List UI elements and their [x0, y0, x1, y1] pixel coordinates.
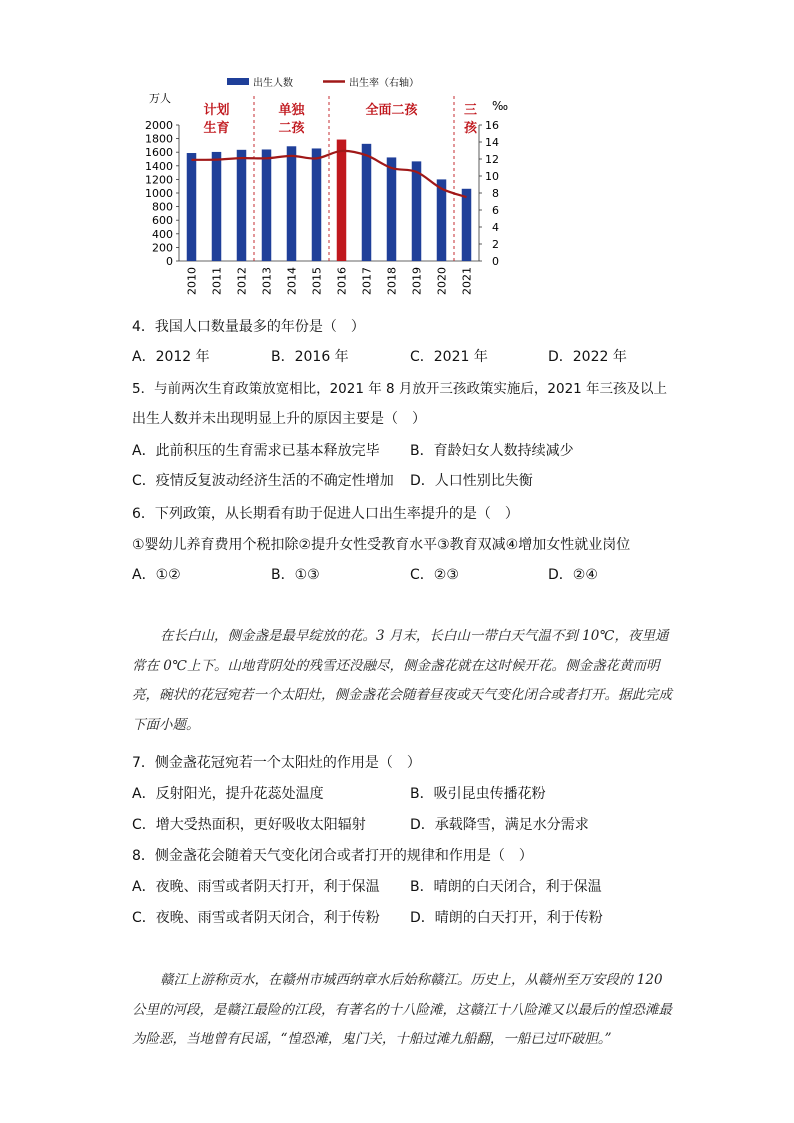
q6-option-c[interactable]: C．②③	[410, 567, 459, 583]
q6-stem: 6．下列政策，从长期看有助于促进人口出生率提升的是（ ）	[132, 506, 519, 522]
left-tick-label: 800	[152, 200, 173, 214]
x-tick-label: 2013	[260, 267, 274, 295]
right-tick-label: 10	[485, 170, 499, 183]
right-tick-label: 0	[492, 255, 499, 268]
phase-label-line1: 单独	[278, 103, 305, 118]
left-tick-label: 1000	[145, 187, 173, 200]
right-tick-label: 6	[492, 204, 499, 217]
phase-label-line2: 孩	[463, 121, 478, 136]
q8-stem: 8．侧金盏花会随着天气变化闭合或者打开的规律和作用是（ ）	[132, 848, 533, 864]
x-tick-label: 2018	[385, 267, 399, 295]
left-tick-label: 2000	[145, 119, 173, 132]
x-tick-label: 2019	[410, 267, 424, 295]
bar-2011	[212, 152, 222, 261]
q5-option-d[interactable]: D．人口性别比失衡	[410, 473, 533, 489]
phase-label-line2: 二孩	[278, 121, 305, 136]
q7-option-a[interactable]: A．反射阳光，提升花蕊处温度	[132, 786, 324, 802]
q7-option-c[interactable]: C．增大受热面积，更好吸收太阳辐射	[132, 817, 366, 833]
x-tick-label: 2015	[310, 267, 324, 295]
left-tick-label: 0	[166, 255, 173, 268]
left-tick-label: 1800	[145, 132, 173, 146]
right-tick-label: 16	[485, 119, 499, 132]
bar-2019	[412, 161, 422, 261]
passage-changbaishan: 在长白山，侧金盏是最早绽放的花。3 月末，长白山一带白天气温不到 10℃，夜里通常在 0℃上下。山地背阴处的残雪还没融尽，侧金盏花就在这时候开花。侧金盏花黄而明亮，碗状的花冠宛若一个太阳灶，侧金盏花会随着昼夜或天气变化闭合或者打开。据此完成下面小题。	[132, 628, 672, 733]
q7-option-d[interactable]: D．承载降雪，满足水分需求	[410, 817, 589, 833]
phase-label-line1: 三	[463, 103, 478, 118]
left-axis-unit: 万人	[149, 92, 171, 105]
phase-label-line1: 计划	[203, 103, 230, 118]
q8-option-b[interactable]: B．晴朗的白天闭合，利于保温	[410, 879, 602, 895]
q4-option-d[interactable]: D．2022 年	[548, 349, 627, 365]
q7-stem: 7．侧金盏花冠宛若一个太阳灶的作用是（ ）	[132, 755, 421, 771]
x-tick-label: 2021	[460, 267, 474, 295]
left-tick-label: 1200	[145, 173, 173, 187]
q8-option-d[interactable]: D．晴朗的白天打开，利于传粉	[410, 910, 603, 926]
q8-option-a[interactable]: A．夜晚、雨雪或者阴天打开，利于保温	[132, 879, 380, 895]
left-tick-label: 400	[152, 227, 173, 241]
right-tick-label: 8	[492, 187, 499, 200]
passage-ganjiang: 赣江上游称贡水，在赣州市城西纳章水后始称赣江。历史上，从赣州至万安段的 120 公里的河段，是赣江最险的江段，有著名的十八险滩，这赣江十八险滩又以最后的惶恐滩最为险恶，当地曾有民谣，“惶恐滩，鬼门关，十船过滩九船翻，一船已过吓破胆。”	[132, 972, 672, 1047]
q4-option-c[interactable]: C．2021 年	[410, 349, 488, 365]
bar-2013	[262, 149, 272, 261]
bar-2021	[462, 189, 472, 261]
x-tick-label: 2017	[360, 267, 374, 295]
right-tick-label: 14	[485, 136, 499, 149]
bar-2014	[287, 146, 297, 261]
right-tick-label: 2	[492, 238, 499, 251]
x-tick-label: 2016	[335, 267, 349, 295]
q5-stem-line2: 出生人数并未出现明显上升的原因主要是（ ）	[132, 411, 426, 427]
q5-option-b[interactable]: B．育龄妇女人数持续减少	[410, 443, 574, 459]
x-tick-label: 2010	[185, 267, 199, 295]
legend-line-label: 出生率（右轴）	[349, 78, 419, 89]
legend-bar-label: 出生人数	[253, 78, 293, 89]
q6-option-b[interactable]: B．①③	[271, 567, 320, 583]
phase-label-line2: 生育	[203, 121, 230, 136]
x-tick-label: 2012	[235, 267, 249, 295]
q4-option-b[interactable]: B．2016 年	[271, 349, 349, 365]
bar-2016	[337, 140, 347, 261]
q6-option-d[interactable]: D．②④	[548, 567, 598, 583]
q5-option-a[interactable]: A．此前积压的生育需求已基本释放完毕	[132, 443, 380, 459]
right-axis-unit: ‰	[492, 99, 509, 113]
q6-items: ①婴幼儿养育费用个税扣除②提升女性受教育水平③教育双减④增加女性就业岗位	[132, 537, 631, 553]
q8-option-c[interactable]: C．夜晚、雨雪或者阴天闭合，利于传粉	[132, 910, 380, 926]
left-tick-label: 1400	[145, 159, 173, 173]
right-tick-label: 4	[492, 221, 499, 234]
left-tick-label: 600	[152, 214, 173, 228]
bar-2015	[312, 148, 322, 261]
x-tick-label: 2014	[285, 267, 299, 295]
phase-label-line1: 全面二孩	[365, 103, 418, 118]
legend-bar-swatch	[227, 78, 249, 85]
x-tick-label: 2020	[435, 267, 449, 295]
bar-2020	[437, 179, 447, 261]
bar-2018	[387, 157, 397, 261]
birth-chart	[135, 68, 509, 308]
q5-option-c[interactable]: C．疫情反复波动经济生活的不确定性增加	[132, 473, 394, 489]
left-tick-label: 1600	[145, 146, 173, 160]
left-tick-label: 200	[152, 241, 173, 255]
q7-option-b[interactable]: B．吸引昆虫传播花粉	[410, 786, 546, 802]
bar-2012	[237, 150, 247, 261]
x-tick-label: 2011	[210, 267, 224, 295]
q5-stem-line1: 5．与前两次生育政策放宽相比，2021 年 8 月放开三孩政策实施后，2021 年三孩及以上	[132, 381, 668, 397]
q4-stem: 4．我国人口数量最多的年份是（ ）	[132, 319, 365, 335]
right-tick-label: 12	[485, 153, 499, 166]
q6-option-a[interactable]: A．①②	[132, 567, 181, 583]
bar-2010	[187, 153, 197, 261]
q4-option-a[interactable]: A．2012 年	[132, 349, 210, 365]
bar-2017	[362, 144, 372, 261]
